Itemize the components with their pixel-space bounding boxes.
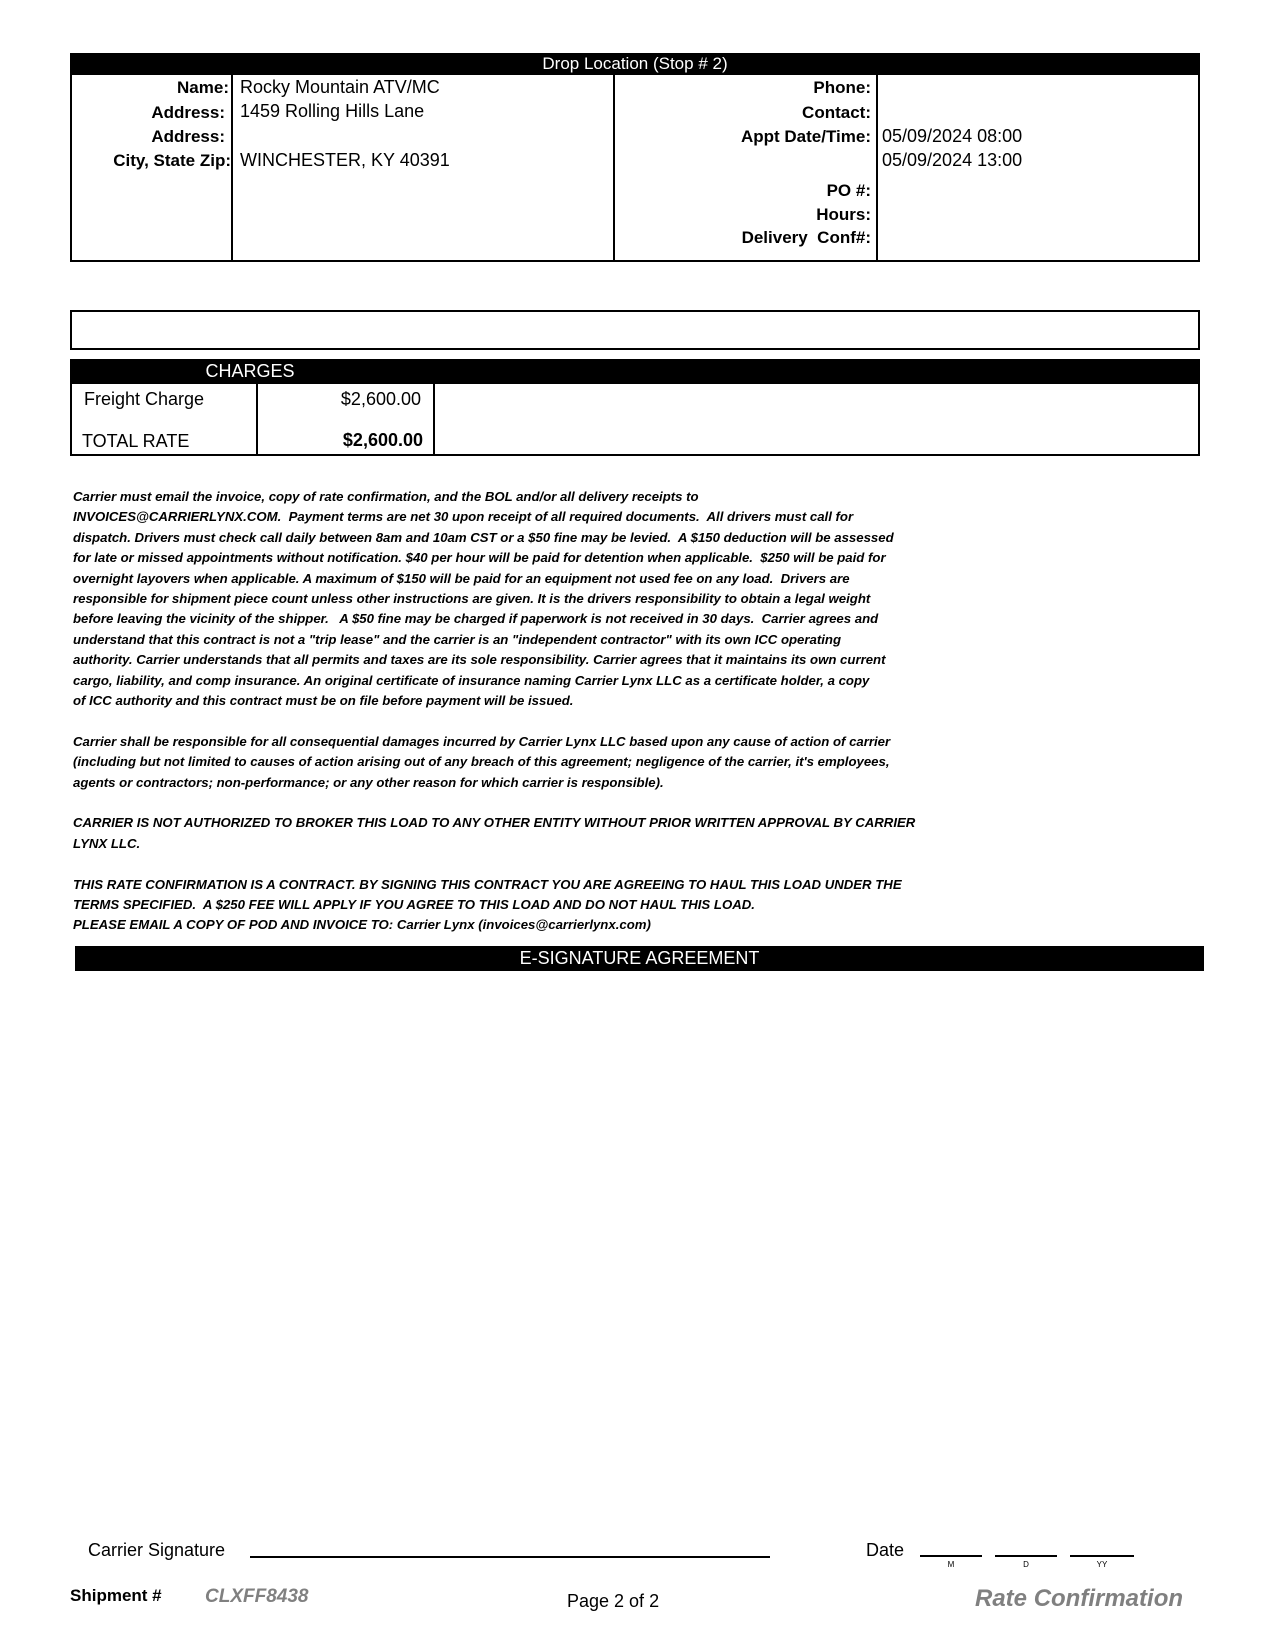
drop-location-title: Drop Location (Stop # 2) [542,54,728,73]
appt-start-value: 05/09/2024 08:00 [882,126,1023,146]
date-day-line[interactable] [995,1555,1057,1557]
charges-header-bar [70,359,1200,384]
appt-end-value: 05/09/2024 13:00 [882,150,1023,170]
terms-line: LYNX LLC. [73,835,141,851]
charges-header: CHARGES [205,361,295,381]
name-label: Name: [177,78,229,97]
phone-label: Phone: [813,78,871,97]
terms-line: Carrier must email the invoice, copy of rate confirmation, and the BOL and/or all delivery receipts to [73,489,699,504]
terms-line: responsible for shipment piece count unless other instructions are given. It is the drivers responsibility to obtain a legal weight [73,591,871,607]
carrier-signature-line[interactable] [250,1556,770,1558]
date-month-caption: M [947,1560,955,1569]
terms-line: cargo, liability, and comp insurance. An original certificate of insurance naming Carrier Lynx LLC as a certificate holder, a copy [73,672,870,688]
date-day-caption: D [1023,1560,1029,1569]
terms-line: INVOICES@CARRIERLYNX.COM. Payment terms are net 30 upon receipt of all required documents. All drivers must call for [73,509,854,525]
terms-line: Carrier shall be responsible for all consequential damages incurred by Carrier Lynx LLC based upon any cause of action of carrier [73,733,891,749]
terms-paragraph-liability [73,732,1073,793]
hours-label: Hours: [816,205,871,224]
column-divider [876,73,878,262]
terms-line: before leaving the vicinity of the shipper. A $50 fine may be charged if paperwork is not received in 30 days. Carrier agrees and [73,611,879,627]
terms-line: TERMS SPECIFIED. A $250 FEE WILL APPLY IF YOU AGREE TO THIS LOAD AND DO NOT HAUL THIS LOAD. [73,897,755,913]
terms-text [73,487,1073,956]
terms-line: understand that this contract is not a "trip lease" and the carrier is an "independent contractor" with its own ICC operating [73,631,842,647]
total-rate-amount: $2,600.00 [342,430,423,450]
carrier-signature-label: Carrier Signature [88,1540,226,1560]
city-state-zip-value: WINCHESTER, KY 40391 [240,150,450,170]
terms-paragraph-payment [73,487,1073,711]
esign-header-bar [75,946,1204,971]
appt-label: Appt Date/Time: [740,127,871,146]
shipment-label: Shipment # [70,1586,162,1605]
po-label: PO #: [826,181,871,200]
date-year-caption: YY [1096,1560,1108,1569]
city-state-zip-label: City, State Zip: [113,151,231,170]
charge-label: Freight Charge [84,389,205,409]
charges-divider [433,382,435,456]
date-year-line[interactable] [1070,1555,1134,1557]
terms-line: overnight layovers when applicable. A maximum of $150 will be paid for an equipment not used fee on any load. Drivers are [73,570,850,586]
drop-location-section [70,53,1200,262]
notes-box [70,310,1200,350]
terms-line: for late or missed appointments without notification. $40 per hour will be paid for detention when applicable. $250 will be paid for [73,550,886,566]
shipment-number: CLXFF8438 [205,1586,309,1607]
name-value: Rocky Mountain ATV/MC [240,77,440,97]
charges-body [70,382,1200,456]
charge-amount: $2,600.00 [340,389,421,409]
drop-location-header [70,53,1200,75]
column-divider [231,73,233,262]
terms-line: PLEASE EMAIL A COPY OF POD AND INVOICE TO: Carrier Lynx (invoices@carrierlynx.com) [73,917,651,933]
address1-value: 1459 Rolling Hills Lane [240,101,425,121]
terms-line: CARRIER IS NOT AUTHORIZED TO BROKER THIS LOAD TO ANY OTHER ENTITY WITHOUT PRIOR WRITTEN APPROVAL BY CARRIER [73,815,916,831]
total-rate-label: TOTAL RATE [82,431,190,451]
terms-line: agents or contractors; non-performance; or any other reason for which carrier is responsible). [73,774,664,790]
terms-line: authority. Carrier understands that all permits and taxes are its sole responsibility. Carrier agrees that it maintains its own current [73,652,886,668]
address1-label: Address: [151,103,225,122]
date-month-line[interactable] [920,1555,982,1557]
date-label: Date [866,1540,905,1560]
charges-section [70,359,1200,456]
delivery-conf-label: Delivery Conf#: [741,228,871,247]
page-number: Page 2 of 2 [567,1591,660,1611]
terms-line: of ICC authority and this contract must be on file before payment will be issued. [73,693,574,709]
terms-line: dispatch. Drivers must check call daily between 8am and 10am CST or a $50 fine may be levied. A $150 deduction will be assessed [73,529,894,545]
terms-line: (including but not limited to causes of action arising out of any breach of this agreement; negligence of the carrier, it's employees, [73,754,890,770]
terms-line: THIS RATE CONFIRMATION IS A CONTRACT. BY SIGNING THIS CONTRACT YOU ARE AGREEING TO HAUL THIS LOAD UNDER THE [73,876,902,892]
terms-paragraph-contract [73,875,1073,936]
esign-header: E-SIGNATURE AGREEMENT [519,948,760,968]
address2-label: Address: [151,127,225,146]
contact-label: Contact: [802,103,871,122]
doc-title: Rate Confirmation [975,1585,1184,1612]
terms-paragraph-broker [73,813,1073,854]
